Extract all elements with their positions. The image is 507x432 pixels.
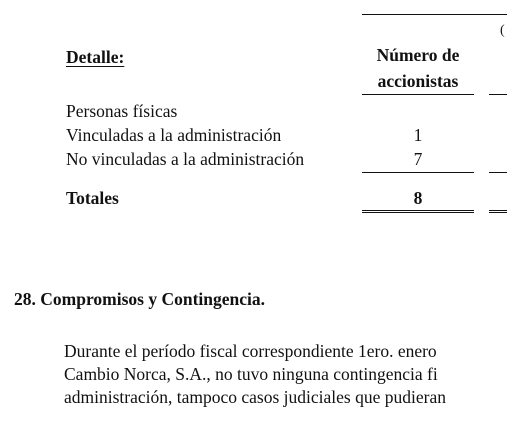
shareholders-header-underline — [362, 94, 474, 95]
table-row-label: Vinculadas a la administración — [66, 125, 282, 145]
detail-heading: Detalle: — [66, 47, 125, 67]
table-row-label: Personas físicas — [66, 101, 178, 121]
subtotal-rule-next-column — [489, 172, 507, 173]
clipped-column-glyph: ( — [500, 23, 505, 38]
totals-label: Totales — [66, 188, 119, 208]
table-row-value: 1 — [413, 125, 423, 145]
next-column-header-underline — [489, 94, 507, 95]
table-top-rule — [362, 14, 507, 15]
paragraph-line: Durante el período fiscal correspondiente 1ero. enero — [64, 341, 437, 361]
table-row-label: No vinculadas a la administración — [66, 149, 305, 169]
shareholders-column-header-line2: accionistas — [377, 71, 459, 91]
section-heading: 28. Compromisos y Contingencia. — [14, 289, 266, 309]
totals-double-rule — [362, 210, 474, 213]
table-row-value: 7 — [413, 149, 423, 169]
paragraph-line: Cambio Norca, S.A., no tuvo ninguna contingencia fi — [64, 364, 438, 384]
paragraph-line: administración, tampoco casos judiciales que pudieran — [64, 387, 446, 407]
totals-double-rule-next-column — [489, 210, 507, 213]
totals-value: 8 — [413, 188, 423, 208]
shareholders-column-header-line1: Número de — [376, 45, 460, 65]
subtotal-rule — [362, 172, 474, 173]
